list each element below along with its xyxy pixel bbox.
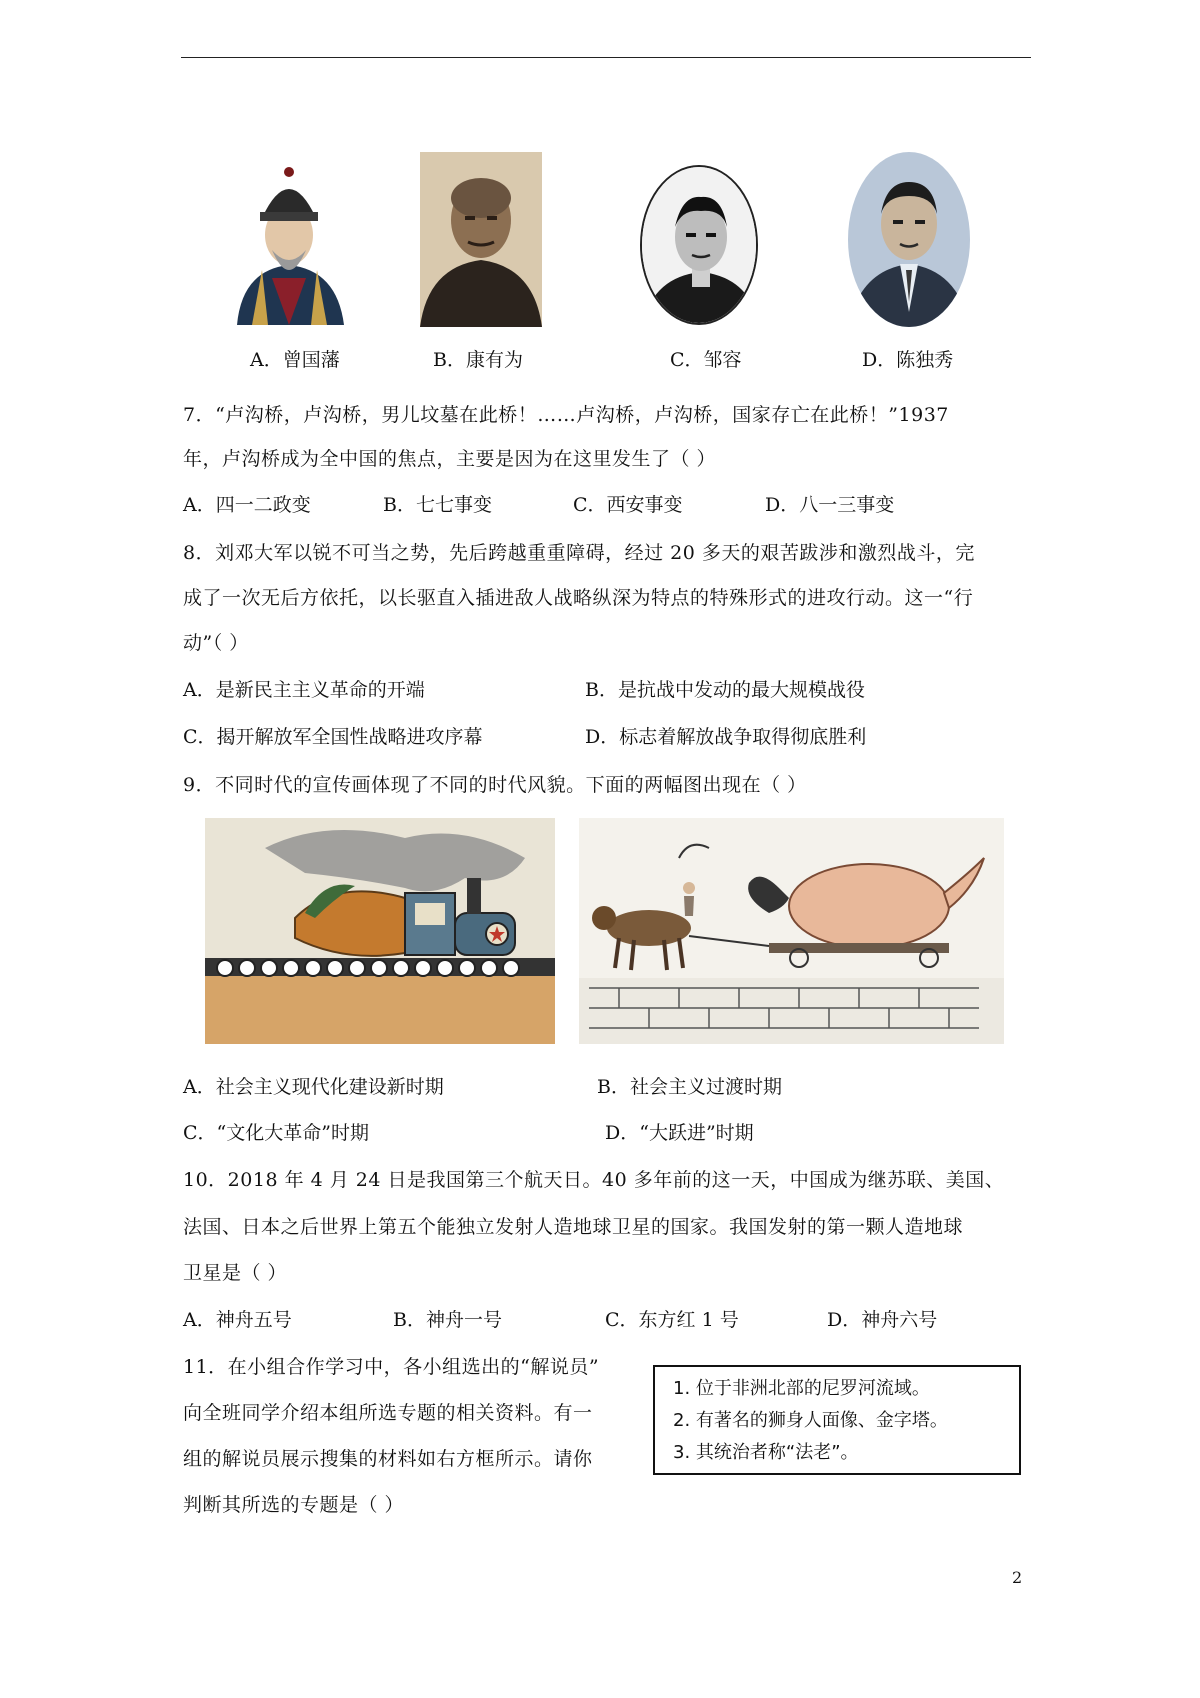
material-item: 1. 位于非洲北部的尼罗河流域。 xyxy=(673,1378,930,1399)
q7-option-d: D．八一三事变 xyxy=(765,494,895,516)
q7-stem-line1: 7．“卢沟桥，卢沟桥，男儿坟墓在此桥！……卢沟桥，卢沟桥，国家存亡在此桥！”1937 xyxy=(183,404,949,426)
propaganda-poster-train xyxy=(205,818,555,1044)
q9-option-d: D．“大跃进”时期 xyxy=(605,1122,754,1144)
q9-stem-line1: 9．不同时代的宣传画体现了不同的时代风貌。下面的两幅图出现在（ ） xyxy=(183,774,807,796)
q8-stem-line2: 成了一次无后方依托，以长驱直入插进敌人战略纵深为特点的特殊形式的进攻行动。这一“行 xyxy=(183,587,974,609)
page-number: 2 xyxy=(1012,1568,1023,1587)
q11-material-box xyxy=(653,1365,1021,1475)
q10-option-a: A．神舟五号 xyxy=(183,1309,292,1331)
q10-stem-line1: 10．2018 年 4 月 24 日是我国第三个航天日。40 多年前的这一天，中国成为继苏联、美国、 xyxy=(183,1169,1005,1191)
q8-option-c: C．揭开解放军全国性战略进攻序幕 xyxy=(183,726,483,748)
q11-stem-line4: 判断其所选的专题是（ ） xyxy=(183,1494,405,1516)
q10-option-c: C．东方红 1 号 xyxy=(605,1309,739,1331)
q10-option-d: D．神舟六号 xyxy=(827,1309,938,1331)
portrait-caption: A．曾国藩 xyxy=(250,349,340,371)
material-item: 2. 有著名的狮身人面像、金字塔。 xyxy=(673,1410,948,1431)
portrait-kang-youwei xyxy=(420,152,542,327)
header-rule xyxy=(181,57,1031,58)
q7-option-b: B．七七事变 xyxy=(383,494,492,516)
portrait-caption: B．康有为 xyxy=(433,349,523,371)
q9-option-a: A．社会主义现代化建设新时期 xyxy=(183,1076,444,1098)
q8-option-d: D．标志着解放战争取得彻底胜利 xyxy=(585,726,867,748)
portrait-caption: C．邹容 xyxy=(670,349,742,371)
q7-stem-line2: 年，卢沟桥成为全中国的焦点，主要是因为在这里发生了（ ） xyxy=(183,448,717,470)
q10-stem-line3: 卫星是（ ） xyxy=(183,1262,288,1284)
portrait-zou-rong xyxy=(640,165,758,325)
q8-option-b: B．是抗战中发动的最大规模战役 xyxy=(585,679,865,701)
q9-option-b: B．社会主义过渡时期 xyxy=(597,1076,782,1098)
q8-stem-line3: 动”（ ） xyxy=(183,632,249,654)
q9-option-c: C．“文化大革命”时期 xyxy=(183,1122,369,1144)
q10-option-b: B．神舟一号 xyxy=(393,1309,502,1331)
portrait-zeng-guofan xyxy=(232,160,347,325)
portrait-caption: D．陈独秀 xyxy=(862,349,954,371)
portrait-chen-duxiu xyxy=(848,152,970,327)
q10-stem-line2: 法国、日本之后世界上第五个能独立发射人造地球卫星的国家。我国发射的第一颗人造地球 xyxy=(183,1216,964,1238)
q11-stem-line2: 向全班同学介绍本组所选专题的相关资料。有一 xyxy=(183,1402,593,1424)
q11-stem-line3: 组的解说员展示搜集的材料如右方框所示。请你 xyxy=(183,1448,593,1470)
propaganda-poster-ox-cart xyxy=(579,818,1004,1044)
q8-option-a: A．是新民主主义革命的开端 xyxy=(183,679,425,701)
material-item: 3. 其统治者称“法老”。 xyxy=(673,1442,859,1463)
q11-stem-line1: 11．在小组合作学习中，各小组选出的“解说员” xyxy=(183,1356,600,1378)
q8-stem-line1: 8．刘邓大军以锐不可当之势，先后跨越重重障碍，经过 20 多天的艰苦跋涉和激烈战斗，完 xyxy=(183,542,975,564)
q7-option-c: C．西安事变 xyxy=(573,494,683,516)
q7-option-a: A．四一二政变 xyxy=(183,494,311,516)
